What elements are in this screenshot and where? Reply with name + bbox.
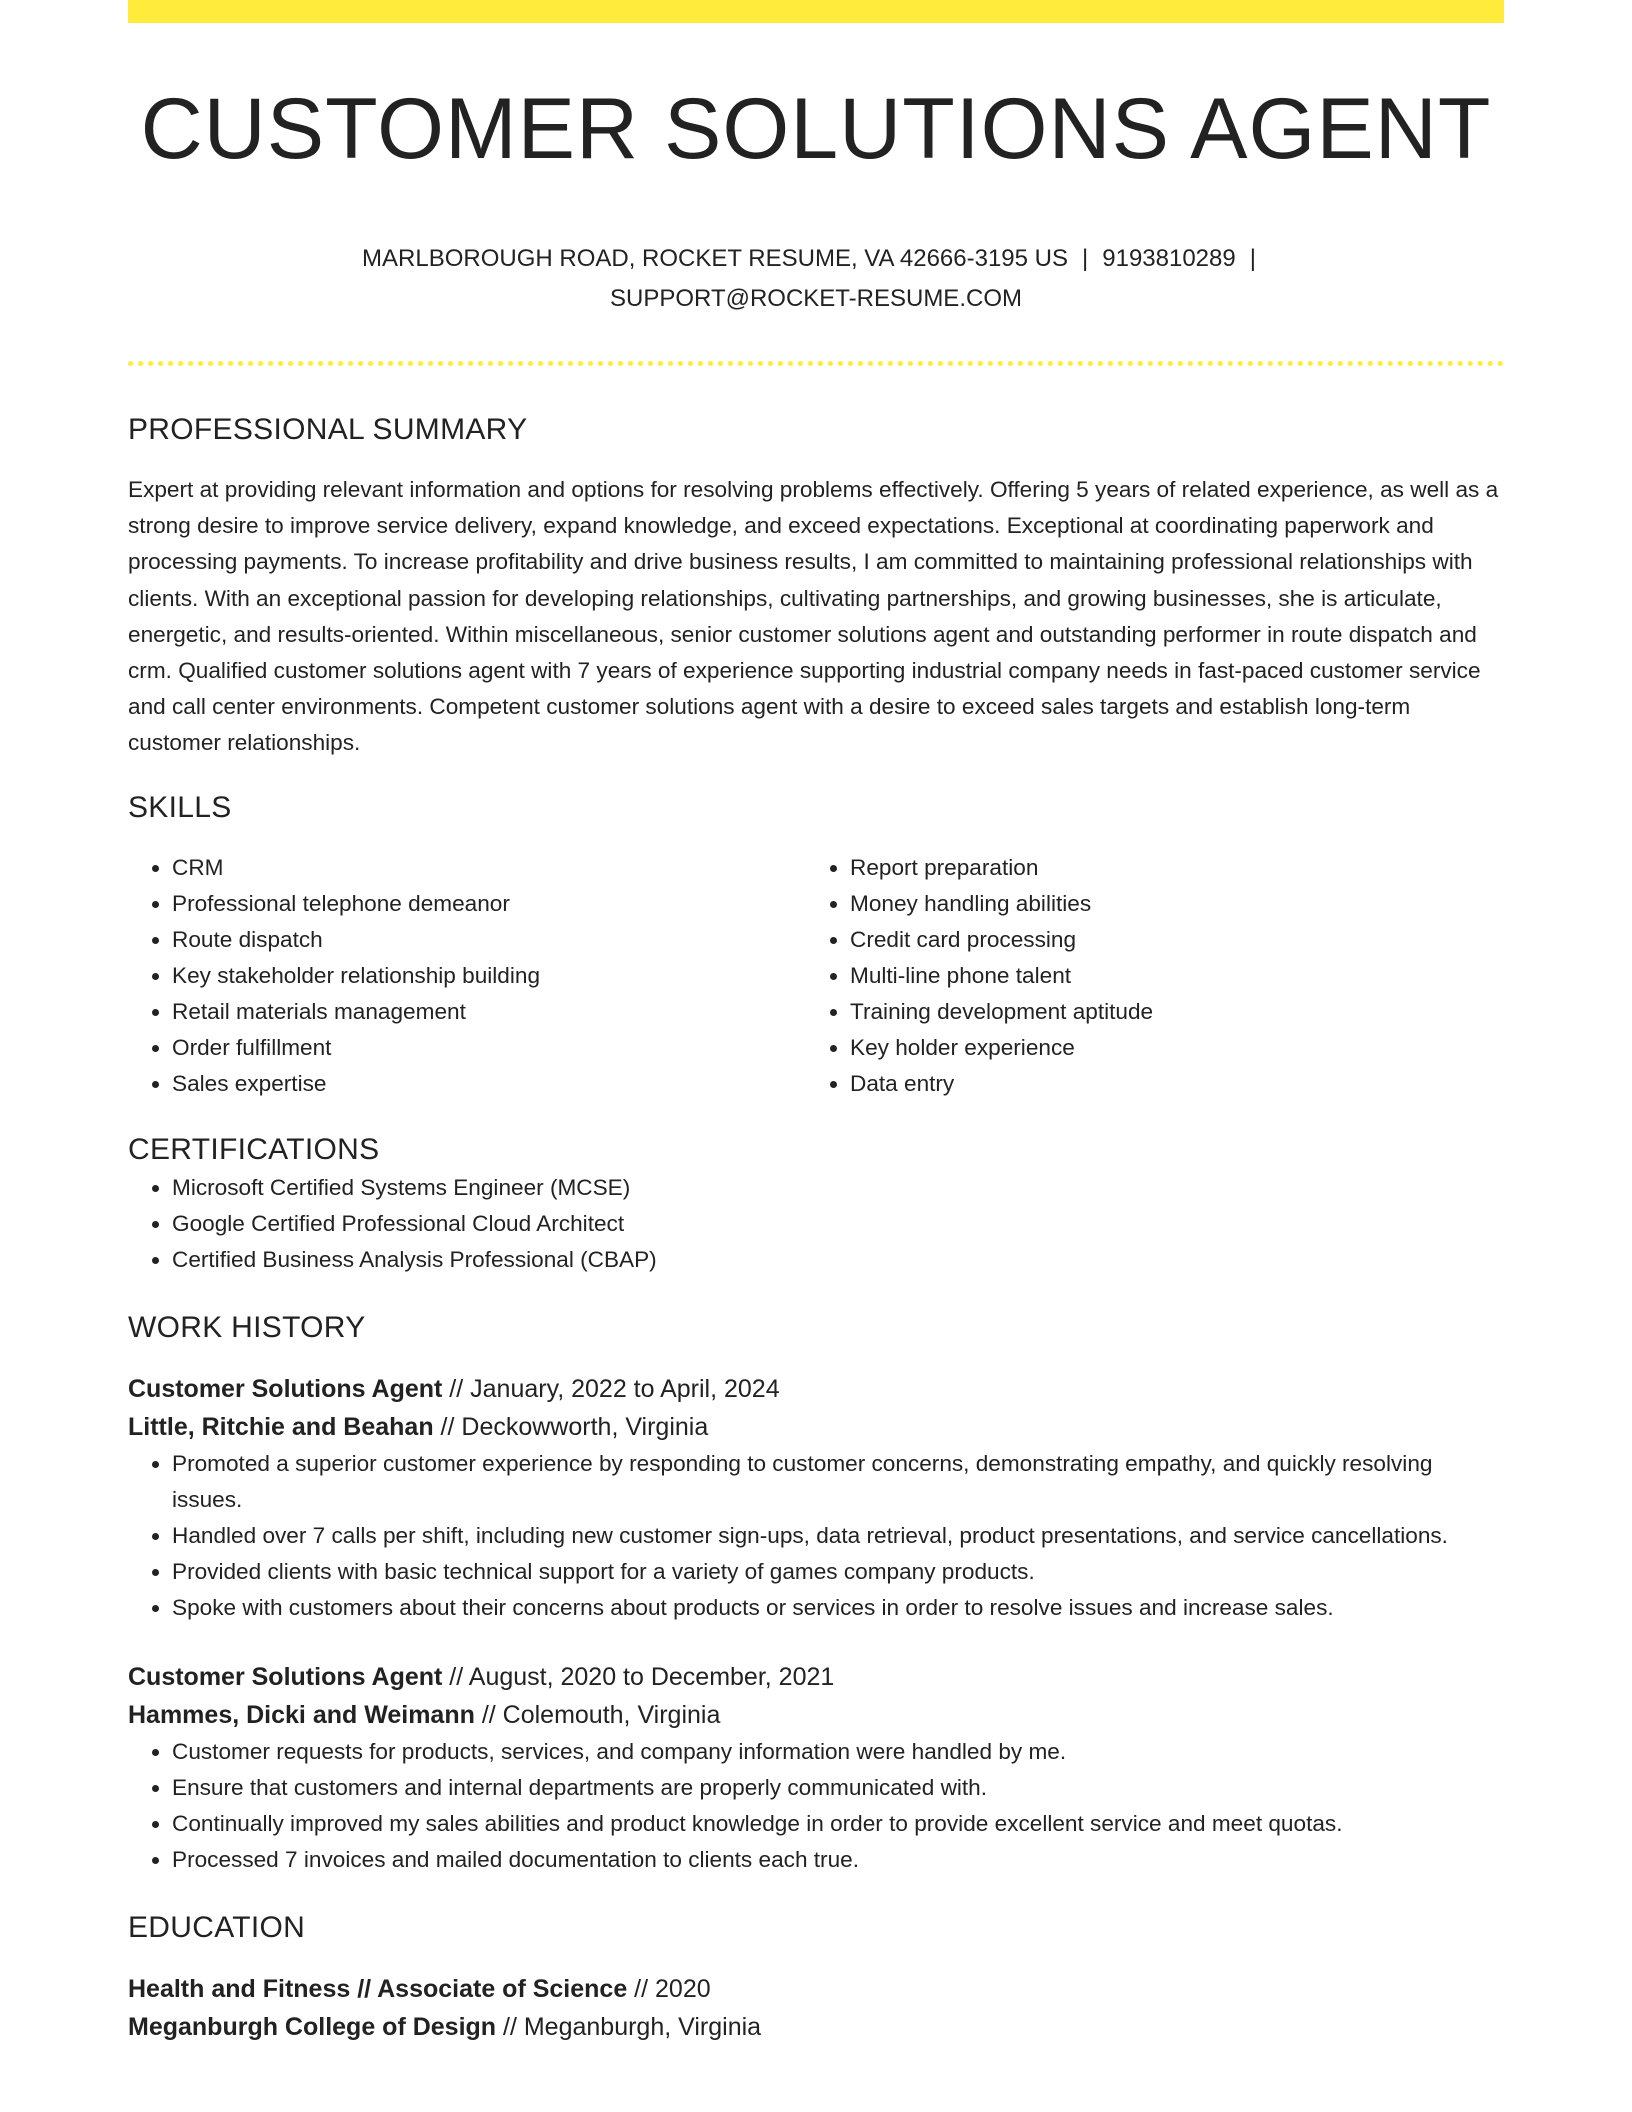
skill-item: • Retail materials management — [172, 994, 806, 1030]
skill-item: • Credit card processing — [850, 922, 1484, 958]
job-title: Customer Solutions Agent — [128, 1662, 443, 1691]
resume-page — [128, 0, 1504, 2046]
skill-item: • CRM — [172, 850, 806, 886]
job-company-line — [128, 1696, 1504, 1734]
skills-column-left — [128, 850, 806, 1102]
job-dates: // January, 2022 to April, 2024 — [442, 1374, 780, 1403]
skill-item: • Training development aptitude — [850, 994, 1484, 1030]
education-degree-line — [128, 1970, 1504, 2008]
job-duties — [128, 1446, 1504, 1626]
certification-item: • Certified Business Analysis Professional (CBAP) — [172, 1242, 1504, 1278]
contact-separator: | — [1082, 245, 1089, 272]
skill-item: • Professional telephone demeanor — [172, 886, 806, 922]
certifications-list — [128, 1170, 1504, 1278]
certification-item: • Google Certified Professional Cloud Architect — [172, 1206, 1504, 1242]
top-accent-bar — [128, 0, 1504, 23]
job-entry — [128, 1370, 1504, 1626]
skill-item: • Report preparation — [850, 850, 1484, 886]
contact-email: SUPPORT@ROCKET-RESUME.COM — [610, 285, 1022, 312]
work-history-heading: WORK HISTORY — [128, 1310, 366, 1344]
skill-item: • Money handling abilities — [850, 886, 1484, 922]
skills-heading: SKILLS — [128, 790, 232, 824]
job-title: Customer Solutions Agent — [128, 1374, 443, 1403]
certifications-heading: CERTIFICATIONS — [128, 1132, 380, 1166]
education-location: // Meganburgh, Virginia — [496, 2012, 762, 2041]
job-company: Hammes, Dicki and Weimann — [128, 1700, 475, 1729]
education-heading: EDUCATION — [128, 1910, 306, 1944]
certification-item: • Microsoft Certified Systems Engineer (MCSE) — [172, 1170, 1504, 1206]
job-location: // Deckowworth, Virginia — [433, 1412, 709, 1441]
skill-item: • Data entry — [850, 1066, 1484, 1102]
skill-item: • Key holder experience — [850, 1030, 1484, 1066]
job-entry — [128, 1658, 1504, 1878]
education-school-line — [128, 2008, 1504, 2046]
skills-list — [128, 850, 1504, 1102]
job-duty: • Promoted a superior customer experience by responding to customer concerns, demonstrating empathy, and quickly resolving issues. — [172, 1446, 1504, 1518]
resume-title: CUSTOMER SOLUTIONS AGENT — [140, 81, 1492, 177]
summary-text: Expert at providing relevant information and options for resolving problems effectively. Offering 5 years of related experience, as well as a strong desire to improve service delivery, expand knowledge, and exceed expectations. Exceptional at coordinating paperwork and processing payments. To increase profitability and drive business results, I am committed to maintaining professional relationships with clients. With an exceptional passion for developing relationships, cultivating partnerships, and growing businesses, she is articulate, energetic, and results-oriented. Within miscellaneous, senior customer solutions agent and outstanding performer in route dispatch and crm. Qualified customer solutions agent with 7 years of experience supporting industrial company needs in fast-paced customer service and call center environments. Competent customer solutions agent with a desire to exceed sales targets and establish long-term customer relationships. — [128, 477, 1499, 756]
skills-column-right — [806, 850, 1484, 1102]
job-dates: // August, 2020 to December, 2021 — [442, 1662, 835, 1691]
skill-item: • Route dispatch — [172, 922, 806, 958]
job-company: Little, Ritchie and Beahan — [128, 1412, 434, 1441]
job-duties — [128, 1734, 1504, 1878]
job-title-line — [128, 1658, 1504, 1696]
header-divider — [128, 361, 1504, 366]
job-duty: • Handled over 7 calls per shift, including new customer sign-ups, data retrieval, product presentations, and service cancellations. — [172, 1518, 1504, 1554]
skill-item: • Order fulfillment — [172, 1030, 806, 1066]
contact-info — [128, 239, 1504, 319]
job-duty: • Continually improved my sales abilities and product knowledge in order to provide excellent service and meet quotas. — [172, 1806, 1504, 1842]
job-duty: • Ensure that customers and internal departments are properly communicated with. — [172, 1770, 1504, 1806]
job-duty: • Spoke with customers about their concerns about products or services in order to resolve issues and increase sales. — [172, 1590, 1504, 1626]
contact-phone: 9193810289 — [1102, 245, 1236, 272]
job-company-line — [128, 1408, 1504, 1446]
job-duty: • Provided clients with basic technical support for a variety of games company products. — [172, 1554, 1504, 1590]
education-degree: Health and Fitness // Associate of Science — [128, 1974, 628, 2003]
education-school: Meganburgh College of Design — [128, 2012, 497, 2041]
skill-item: • Multi-line phone talent — [850, 958, 1484, 994]
skill-item: • Sales expertise — [172, 1066, 806, 1102]
skill-item: • Key stakeholder relationship building — [172, 958, 806, 994]
job-duty: • Processed 7 invoices and mailed documentation to clients each true. — [172, 1842, 1504, 1878]
summary-heading: PROFESSIONAL SUMMARY — [128, 413, 528, 446]
education-entry — [128, 1970, 1504, 2046]
contact-address: MARLBOROUGH ROAD, ROCKET RESUME, VA 42666-3195 US — [362, 245, 1069, 272]
education-year: // 2020 — [627, 1974, 711, 2003]
job-title-line — [128, 1370, 1504, 1408]
job-location: // Colemouth, Virginia — [474, 1700, 721, 1729]
contact-separator: | — [1249, 245, 1256, 272]
job-duty: • Customer requests for products, services, and company information were handled by me. — [172, 1734, 1504, 1770]
